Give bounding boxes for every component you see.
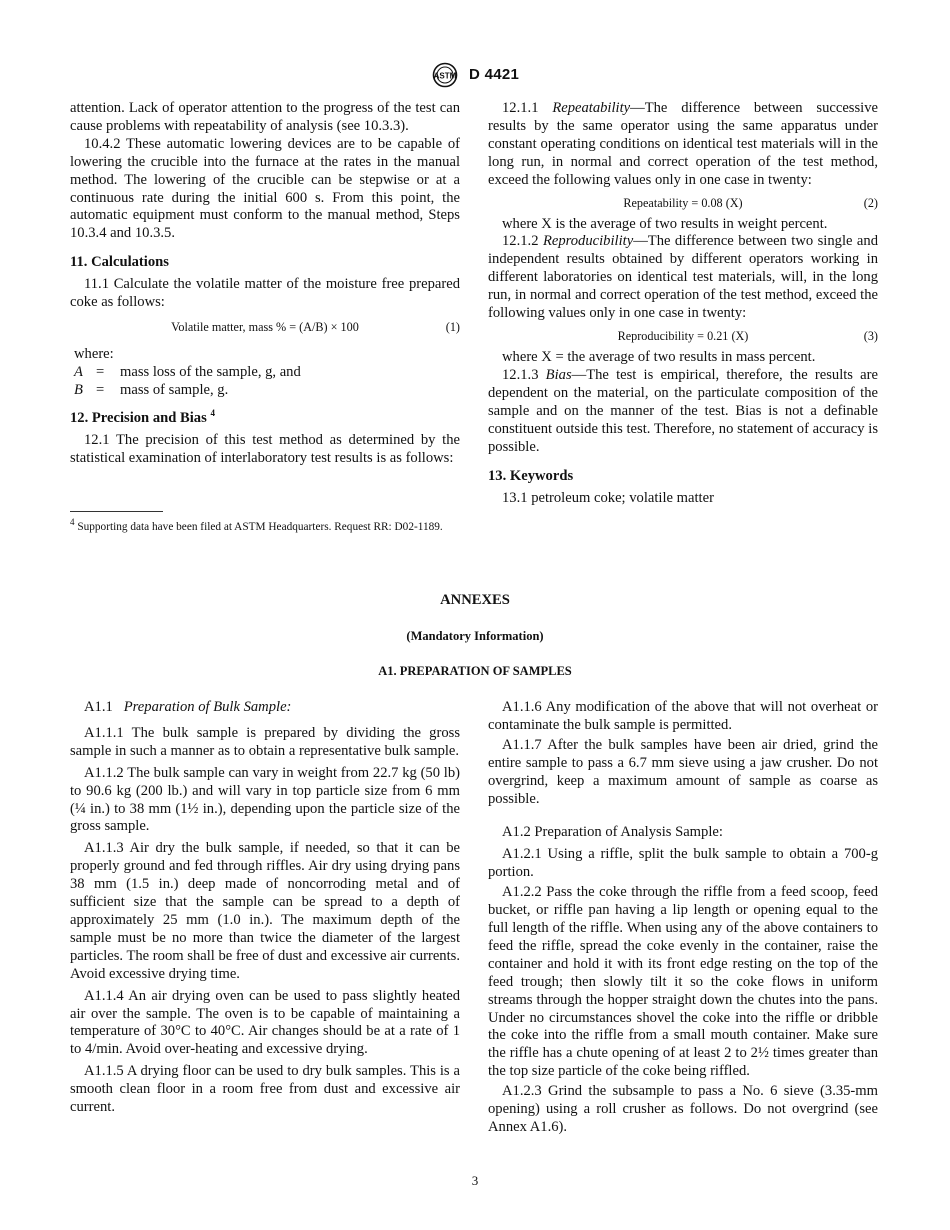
paragraph-a1-2: A1.2 Preparation of Analysis Sample:	[502, 824, 723, 841]
footnote-block	[70, 511, 460, 534]
number-a1-1: A1.1	[84, 699, 113, 715]
footnote-ref: 4	[210, 407, 215, 418]
paragraph-13-1: 13.1 petroleum coke; volatile matter	[502, 490, 714, 507]
term-reproducibility: Reproducibility	[542, 233, 634, 250]
equation-3-text: Reproducibility = 0.21 (X)	[617, 328, 749, 343]
where-desc-b: mass of sample, g.	[120, 381, 229, 398]
footnote-mark: 4	[70, 517, 75, 528]
equation-1-number: (1)	[445, 319, 460, 334]
term-repeatability: Repeatability	[552, 100, 631, 116]
equation-3-number: (3)	[863, 328, 878, 343]
right-column-bottom	[488, 699, 878, 1137]
paragraph-a1-2-2: A1.2.2 Pass the coke through the riffle from a feed scoop, feed bucket, or riffle pan having a lip length or opening equal to the full length of the riffle. When using any of the above containers to feed the riffle, spread the coke evenly in the container, raise the container and hold it with its front edge resting on the top of the feed trough; then slowly tilt it so the coke flows in uniform streams through the hopper straight down the chutes into the pans. Under no circumstances shovel the coke into the riffle or dribble the coke into the riffle from a small mouth container. Make sure the riffle has a chute opening of at least 2 to 2½ times greater than the top size particle of the coke being riffled.	[488, 884, 878, 1080]
paragraph-a1-1-2: A1.1.2 The bulk sample can vary in weight from 22.7 kg (50 lb) to 90.6 kg (200 lb.) and will vary in top particle size from 6 mm (¼ in.) to 38 mm (1½ in.), depending upon the particle size of the gross sample.	[70, 764, 460, 835]
section-13-heading: 13. Keywords	[488, 468, 574, 485]
paragraph: attention. Lack of operator attention to the progress of the test can cause problems with repeatability of analysis (see 10.3.3).	[70, 100, 460, 134]
left-column-bottom	[70, 699, 460, 1117]
paragraph-12-1-1	[488, 100, 878, 190]
paragraph-a1-1-5: A1.1.5 A drying floor can be used to dry bulk samples. This is a smooth clean floor in a room free from dust and excessive air current.	[70, 1063, 460, 1116]
section-12-heading	[70, 407, 460, 428]
astm-logo-icon	[427, 62, 463, 88]
footnote	[70, 517, 460, 534]
equation-2-number: (2)	[863, 195, 878, 210]
where-list	[70, 364, 460, 400]
annexes-heading: ANNEXES	[440, 592, 510, 608]
equation-2-text: Repeatability = 0.08 (X)	[623, 195, 743, 210]
title-a1-1: Preparation of Bulk Sample:	[123, 699, 292, 715]
equation-1	[70, 318, 460, 336]
paragraph-a1-1-4: A1.1.4 An air drying oven can be used to pass slightly heated air over the sample. The oven is to be capable of maintaining a temperature of 30°C to 40°C. Air changes should be at a rate of 1 to 4/min. Avoid over-heating and excessive drying.	[70, 987, 460, 1058]
equation-3	[488, 327, 878, 345]
page-header	[0, 62, 950, 90]
equation-1-text: Volatile matter, mass % = (A/B) × 100	[171, 319, 359, 334]
logo-label: ASTM	[433, 71, 457, 81]
text-12-1-3: —The test is empirical, therefore, the results are dependent on the material, on the particulate composition of the sample and on the manner of the test. Bias is not a definable constituent outside this test. Therefore, no statement of accuracy is possible.	[488, 366, 878, 455]
where-symbol-b: B	[74, 381, 83, 398]
paragraph-a1-1-7: A1.1.7 After the bulk samples have been air dried, grind the entire sample to pass a 6.7 mm sieve using a jaw crusher. Do not overgrind, keep a maximum amount of sample as coarse as possible.	[488, 736, 878, 807]
where-label: where:	[74, 345, 114, 362]
paragraph-10-4-2: 10.4.2 These automatic lowering devices are to be capable of lowering the crucible into the furnace at the rates in the manual method. The lowering of the crucible can be stepwise or at a continuous rate during the initial 600 s. From this point, the automatic equipment must conform to the manual method, Steps 10.3.4 and 10.3.5.	[70, 135, 460, 242]
paragraph-where-3: where X = the average of two results in mass percent.	[502, 348, 816, 365]
equation-2	[488, 194, 878, 212]
section-12-title: 12. Precision and Bias	[70, 409, 207, 426]
paragraph-12-1: 12.1 The precision of this test method as determined by the statistical examination of interlaboratory test results is as follows:	[70, 431, 460, 466]
text-12-1-2: —The difference between two single and independent results obtained by different operators working in different laboratories on identical test materials, will, in the long run, in normal and correct operation of the test method, exceed the following values only in one case in twenty:	[488, 233, 878, 322]
paragraph-a1-1-3: A1.1.3 Air dry the bulk sample, if needed, so that it can be properly ground and fed through riffles. Air dry using drying pans 38 mm (1.5 in.) deep made of noncorroding metal and of sufficient size that the sample can be spread to a depth of approximately 25 mm (1.0 in.). The maximum depth of the sample must be no more than twice the diameter of the largest particles. The room shall be free of dust and excessive air currents. Avoid excessive drying time.	[70, 840, 460, 982]
paragraph-where-2: where X is the average of two results in weight percent.	[502, 215, 828, 232]
right-column-top	[488, 100, 878, 508]
paragraph-a1-2-3: A1.2.3 Grind the subsample to pass a No. 6 sieve (3.35-mm opening) using a roll crusher as follows. Do not overgrind (see Annex A1.6).	[488, 1083, 878, 1135]
page-number: 3	[471, 1173, 479, 1188]
number-12-1-3: 12.1.3	[502, 366, 539, 383]
section-11-heading: 11. Calculations	[70, 254, 169, 271]
where-equals-a: =	[96, 363, 105, 380]
where-equals-b: =	[96, 381, 105, 398]
number-12-1-2: 12.1.2	[502, 233, 539, 250]
annex-a1-heading: A1. PREPARATION OF SAMPLES	[378, 664, 572, 678]
where-symbol-a: A	[74, 363, 83, 380]
term-bias: Bias	[545, 366, 572, 383]
number-12-1-1: 12.1.1	[502, 100, 539, 116]
where-desc-a: mass loss of the sample, g, and	[120, 363, 301, 380]
mandatory-info-heading: (Mandatory Information)	[406, 629, 544, 643]
left-column-top	[70, 100, 460, 467]
text-12-1-1: —The difference between successive results by the same operator using the same apparatus under constant operating conditions on identical test materials will in the long run, in normal and correct operation of the test method, exceed the following values only in one case in twenty:	[488, 100, 878, 188]
standard-designation: D 4421	[469, 66, 520, 83]
paragraph-a1-1-6: A1.1.6 Any modification of the above that will not overheat or contaminate the bulk sample is permitted.	[488, 699, 878, 733]
paragraph-12-1-2	[488, 233, 878, 323]
paragraph-a1-2-1: A1.2.1 Using a riffle, split the bulk sample to obtain a 700-g portion.	[488, 846, 878, 881]
footnote-text: Supporting data have been filed at ASTM Headquarters. Request RR: D02-1189.	[77, 521, 443, 533]
paragraph-a1-1	[70, 699, 460, 717]
paragraph-11-1: 11.1 Calculate the volatile matter of the moisture free prepared coke as follows:	[70, 276, 460, 311]
paragraph-12-1-3	[488, 367, 878, 457]
paragraph-a1-1-1: A1.1.1 The bulk sample is prepared by dividing the gross sample in such a manner as to obtain a representative bulk sample.	[70, 724, 460, 759]
